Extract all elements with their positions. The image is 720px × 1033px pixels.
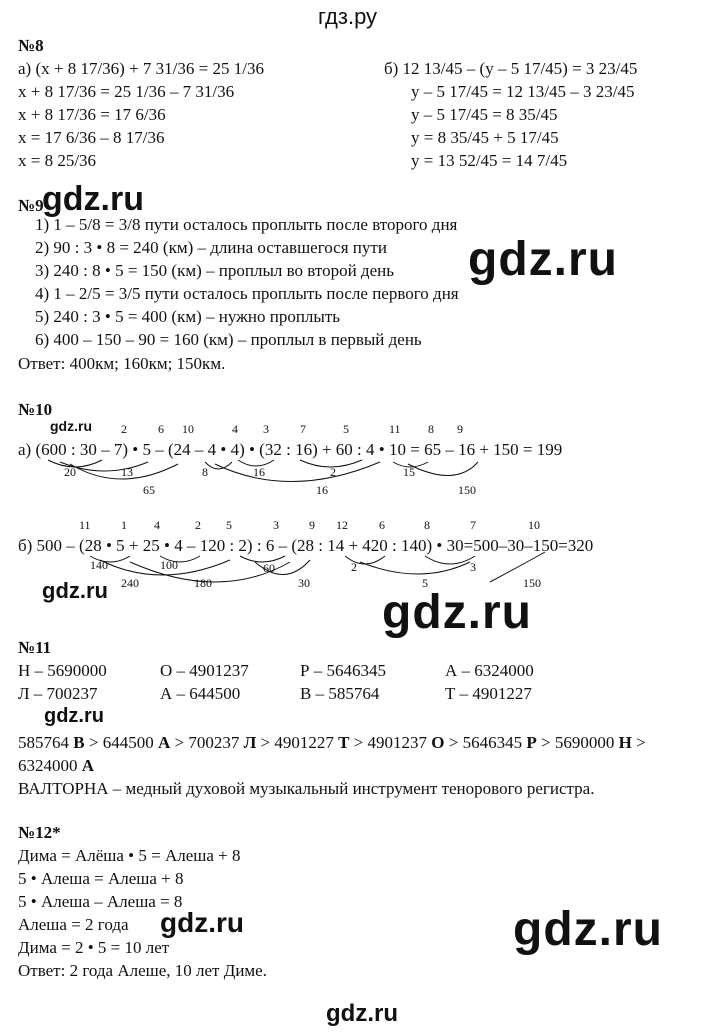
order-num: 9 <box>457 422 463 436</box>
seq-letter: Р <box>526 733 537 752</box>
task11-row1-item: А – 6324000 <box>445 661 534 680</box>
task12-line-4: Алеша = 2 года <box>18 915 129 934</box>
seq-letter: А <box>81 756 95 775</box>
result-num: 150 <box>458 483 476 497</box>
task8-b-line-1: б) 12 13/45 – (y – 5 17/45) = 3 23/45 <box>384 59 638 78</box>
watermark: gdz.ru <box>160 907 244 938</box>
task11-row2-item: В – 585764 <box>300 684 380 703</box>
order-num: 7 <box>470 518 476 532</box>
task8-b-line-5: y = 13 52/45 = 14 7/45 <box>411 151 568 170</box>
result-num: 8 <box>202 465 208 479</box>
task8-title: №8 <box>18 36 44 55</box>
task11-row2-item: Т – 4901227 <box>445 684 532 703</box>
order-num: 10 <box>528 518 540 532</box>
seq-number: 4901237 <box>367 733 428 752</box>
task10-b-expression: б) 500 – (28 • 5 + 25 • 4 – 120 : 2) : 6 – (28 : 14 + 420 : 140) • 30=500–30–150=320 <box>18 536 594 555</box>
seq-letter: В <box>73 733 85 752</box>
result-num: 2 <box>330 465 336 479</box>
watermark: gdz.ru <box>42 578 108 603</box>
seq-number: 585764 <box>18 733 69 752</box>
order-num: 11 <box>389 422 401 436</box>
seq-number: 6324000 <box>18 756 78 775</box>
task9-line-4: 4) 1 – 2/5 = 3/5 пути осталось проплыть после первого дня <box>35 284 459 303</box>
watermark: gdz.ru <box>42 180 144 218</box>
task9-title: №9 <box>18 196 44 215</box>
order-num: 6 <box>158 422 164 436</box>
task8-a-line-4: x = 17 6/36 – 8 17/36 <box>18 128 165 147</box>
task11-row1-item: Р – 5646345 <box>300 661 386 680</box>
task8-a-line-3: x + 8 17/36 = 17 6/36 <box>18 105 166 124</box>
result-num: 2 <box>351 560 357 574</box>
watermark: gdz.ru <box>50 418 92 434</box>
task11-description: ВАЛТОРНА – медный духовой музыкальный инструмент тенорового регистра. <box>18 779 595 798</box>
task10-title: №10 <box>18 400 53 419</box>
task12-line-3: 5 • Алеша – Алеша = 8 <box>18 892 183 911</box>
result-num: 3 <box>470 560 476 574</box>
task11-row1-item: Н – 5690000 <box>18 661 107 680</box>
result-num: 240 <box>121 576 139 590</box>
task9-line-5: 5) 240 : 3 • 5 = 400 (км) – нужно проплыть <box>35 307 341 326</box>
task9-line-6: 6) 400 – 150 – 90 = 160 (км) – проплыл в первый день <box>35 330 422 349</box>
task9-answer: Ответ: 400км; 160км; 150км. <box>18 354 226 373</box>
seq-number: 5690000 <box>554 733 615 752</box>
task11-row1-item: О – 4901237 <box>160 661 249 680</box>
result-num: 20 <box>64 465 76 479</box>
order-num: 5 <box>226 518 232 532</box>
result-num: 180 <box>194 576 212 590</box>
order-num: 12 <box>336 518 348 532</box>
seq-number: 4901227 <box>274 733 334 752</box>
order-num: 10 <box>182 422 194 436</box>
order-num: 9 <box>309 518 315 532</box>
result-num: 13 <box>121 465 133 479</box>
watermark-large: gdz.ru <box>382 586 532 639</box>
footer-watermark: gdz.ru <box>326 1000 398 1027</box>
seq-letter: Л <box>243 733 257 752</box>
task12-line-5: Дима = 2 • 5 = 10 лет <box>18 938 170 957</box>
seq-letter: Н <box>618 733 632 752</box>
task12-line-2: 5 • Алеша = Алеша + 8 <box>18 869 184 888</box>
watermark-large: gdz.ru <box>468 233 618 286</box>
order-num: 6 <box>379 518 385 532</box>
order-num: 11 <box>79 518 91 532</box>
order-num: 1 <box>121 518 127 532</box>
task9-line-2: 2) 90 : 3 • 8 = 240 (км) – длина оставшегося пути <box>35 238 387 257</box>
order-num: 2 <box>195 518 201 532</box>
result-num: 16 <box>316 483 328 497</box>
result-num: 5 <box>422 576 428 590</box>
task12-line-1: Дима = Алёша • 5 = Алеша + 8 <box>18 846 241 865</box>
task11-sequence-line-2 <box>18 756 94 776</box>
seq-number: 644500 <box>102 733 154 752</box>
result-num: 30 <box>298 576 310 590</box>
task11-title: №11 <box>18 638 52 657</box>
order-num: 4 <box>232 422 238 436</box>
result-num: 140 <box>90 558 108 572</box>
task8-b-line-3: y – 5 17/45 = 8 35/45 <box>411 105 558 124</box>
task9-line-3: 3) 240 : 8 • 5 = 150 (км) – проплыл во второй день <box>35 261 394 280</box>
order-num: 5 <box>343 422 349 436</box>
order-num: 4 <box>154 518 160 532</box>
task8-a-line-5: x = 8 25/36 <box>18 151 97 170</box>
seq-letter: Т <box>338 733 350 752</box>
result-num: 15 <box>403 465 415 479</box>
task10-a-expression: а) (600 : 30 – 7) • 5 – (24 – 4 • 4) • (32 : 16) + 60 : 4 • 10 = 65 – 16 + 150 = 199 <box>18 440 563 459</box>
task11-row2-item: Л – 700237 <box>18 684 98 703</box>
result-num: 100 <box>160 558 178 572</box>
task9-line-1: 1) 1 – 5/8 = 3/8 пути осталось проплыть после второго дня <box>35 215 458 234</box>
seq-letter: О <box>431 733 445 752</box>
order-num: 8 <box>428 422 434 436</box>
order-num: 7 <box>300 422 306 436</box>
task8-a-line-2: x + 8 17/36 = 25 1/36 – 7 31/36 <box>18 82 235 101</box>
task11-row2-item: А – 644500 <box>160 684 241 703</box>
task8-b-line-2: y – 5 17/45 = 12 13/45 – 3 23/45 <box>411 82 635 101</box>
seq-letter: А <box>157 733 171 752</box>
site-header: гдз.ру <box>318 4 378 29</box>
watermark: gdz.ru <box>44 705 104 727</box>
watermark-large: gdz.ru <box>513 903 663 956</box>
order-num: 8 <box>424 518 430 532</box>
result-num: 60 <box>263 561 275 575</box>
order-num: 3 <box>263 422 269 436</box>
result-num: 16 <box>253 465 265 479</box>
task8-b-line-4: y = 8 35/45 + 5 17/45 <box>411 128 559 147</box>
task11-sequence-line-1: 585764 В > 644500 А > 700237 Л > 4901227 Т > 4901237 О > 5646345 Р > 5690000 Н > <box>18 733 646 752</box>
task12-title: №12* <box>18 823 61 842</box>
task12-line-6: Ответ: 2 года Алеше, 10 лет Диме. <box>18 961 267 980</box>
task8-a-line-1: а) (x + 8 17/36) + 7 31/36 = 25 1/36 <box>18 59 264 78</box>
result-num: 65 <box>143 483 155 497</box>
seq-number: 5646345 <box>462 733 523 752</box>
result-num: 150 <box>523 576 541 590</box>
order-num: 3 <box>273 518 279 532</box>
order-num: 2 <box>121 422 127 436</box>
seq-number: 700237 <box>188 733 240 752</box>
